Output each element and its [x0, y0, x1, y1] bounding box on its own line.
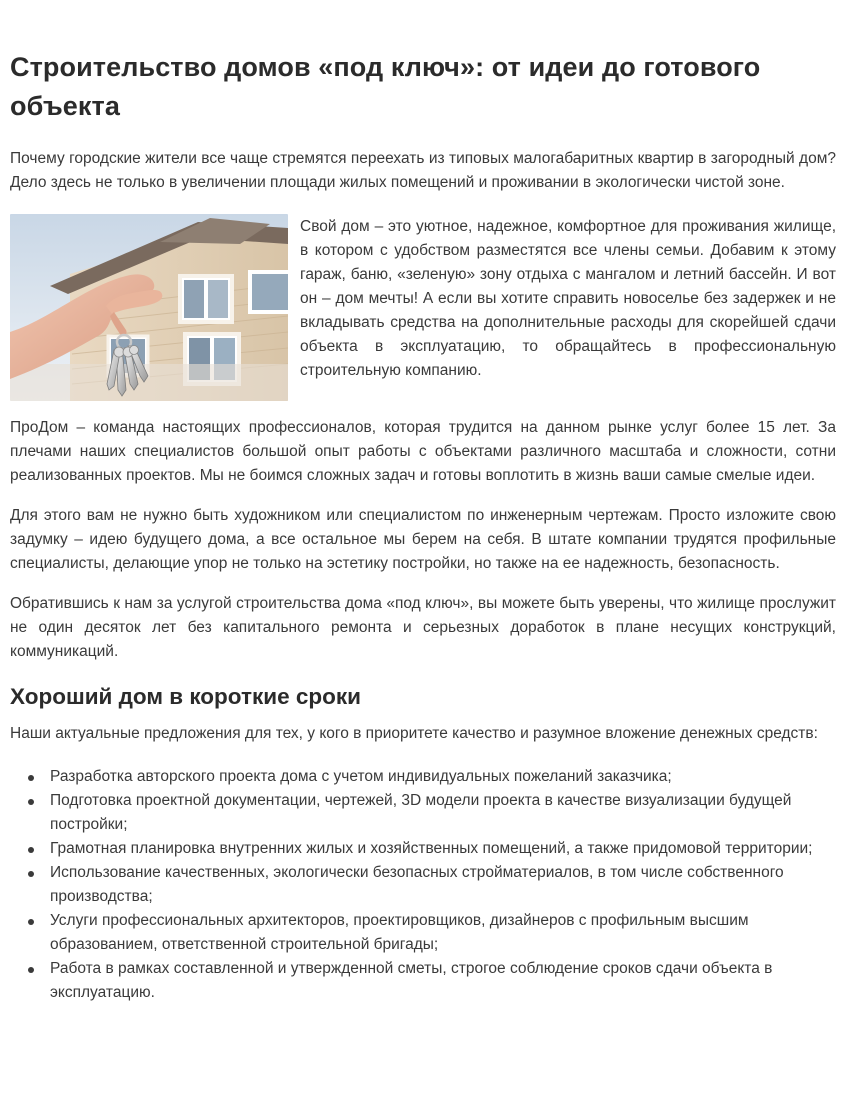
bullet-icon: [28, 847, 34, 853]
list-item: [50, 837, 836, 861]
idea-paragraph: Для этого вам не нужно быть художником или специалистом по инженерным чертежам. Просто изложите свою задумку – идею будущего дома, а все остальное мы берем на себя. В штате компании трудятся профильные специалисты, делающие упор не только на эстетику постройки, но также на ее надежность, безопасность.: [10, 507, 836, 572]
list-item-text: Разработка авторского проекта дома с учетом индивидуальных пожеланий заказчика;: [50, 768, 672, 785]
article: [10, 0, 836, 1005]
list-item: [50, 789, 836, 837]
offers-intro: Наши актуальные предложения для тех, у кого в приоритете качество и разумное вложение денежных средств:: [10, 725, 818, 742]
intro-paragraph: Почему городские жители все чаще стремятся переехать из типовых малогабаритных квартир в загородный дом? Дело здесь не только в увеличении площади жилых помещений и проживании в экологически чистой зоне.: [10, 150, 836, 191]
list-item: [50, 861, 836, 909]
list-item: [50, 957, 836, 1005]
bullet-icon: [28, 919, 34, 925]
page-title: Строительство домов «под ключ»: от идеи до готового объекта: [10, 52, 761, 121]
list-item-text: Подготовка проектной документации, чертежей, 3D модели проекта в качестве визуализации будущей постройки;: [50, 792, 792, 833]
list-item-text: Использование качественных, экологически безопасных стройматериалов, в том числе собственного производства;: [50, 864, 784, 905]
list-item-text: Грамотная планировка внутренних жилых и хозяйственных помещений, а также придомовой территории;: [50, 840, 813, 857]
bullet-icon: [28, 775, 34, 781]
keys-house-photo: [10, 214, 288, 401]
offers-list: [10, 765, 836, 1005]
bullet-icon: [28, 799, 34, 805]
list-item-text: Услуги профессиональных архитекторов, проектировщиков, дизайнеров с профильным высшим образованием, ответственной строительной бригады;: [50, 912, 749, 953]
image-text-block: [10, 214, 836, 401]
bullet-icon: [28, 967, 34, 973]
list-item: [50, 909, 836, 957]
list-item: [50, 765, 836, 789]
list-item-text: Работа в рамках составленной и утвержденной сметы, строгое соблюдение сроков сдачи объекта в эксплуатацию.: [50, 960, 773, 1001]
section-title: Хороший дом в короткие сроки: [10, 684, 361, 709]
bullet-icon: [28, 871, 34, 877]
image-paragraph: Свой дом – это уютное, надежное, комфортное для проживания жилище, в котором с удобством разместятся все члены семьи. Добавим к этому гараж, баню, «зеленую» зону отдыха с мангалом и летний бассейн. И вот он – дом мечты! А если вы хотите справить новоселье без задержек и не вкладывать средства на дополнительные расходы для скорейшей сдачи объекта в эксплуатацию, то обращайтесь в профессиональную строительную компанию.: [300, 218, 836, 379]
team-paragraph: ПроДом – команда настоящих профессионалов, которая трудится на данном рынке услуг более 15 лет. За плечами наших специалистов большой опыт работы с объектами различного масштаба и сложности, сотни реализованных проектов. Мы не боимся сложных задач и готовы воплотить в жизнь ваши самые смелые идеи.: [10, 419, 836, 484]
turnkey-paragraph: Обратившись к нам за услугой строительства дома «под ключ», вы можете быть уверены, что жилище прослужит не один десяток лет без капитального ремонта и серьезных доработок в плане несущих конструкций, коммуникаций.: [10, 595, 836, 660]
